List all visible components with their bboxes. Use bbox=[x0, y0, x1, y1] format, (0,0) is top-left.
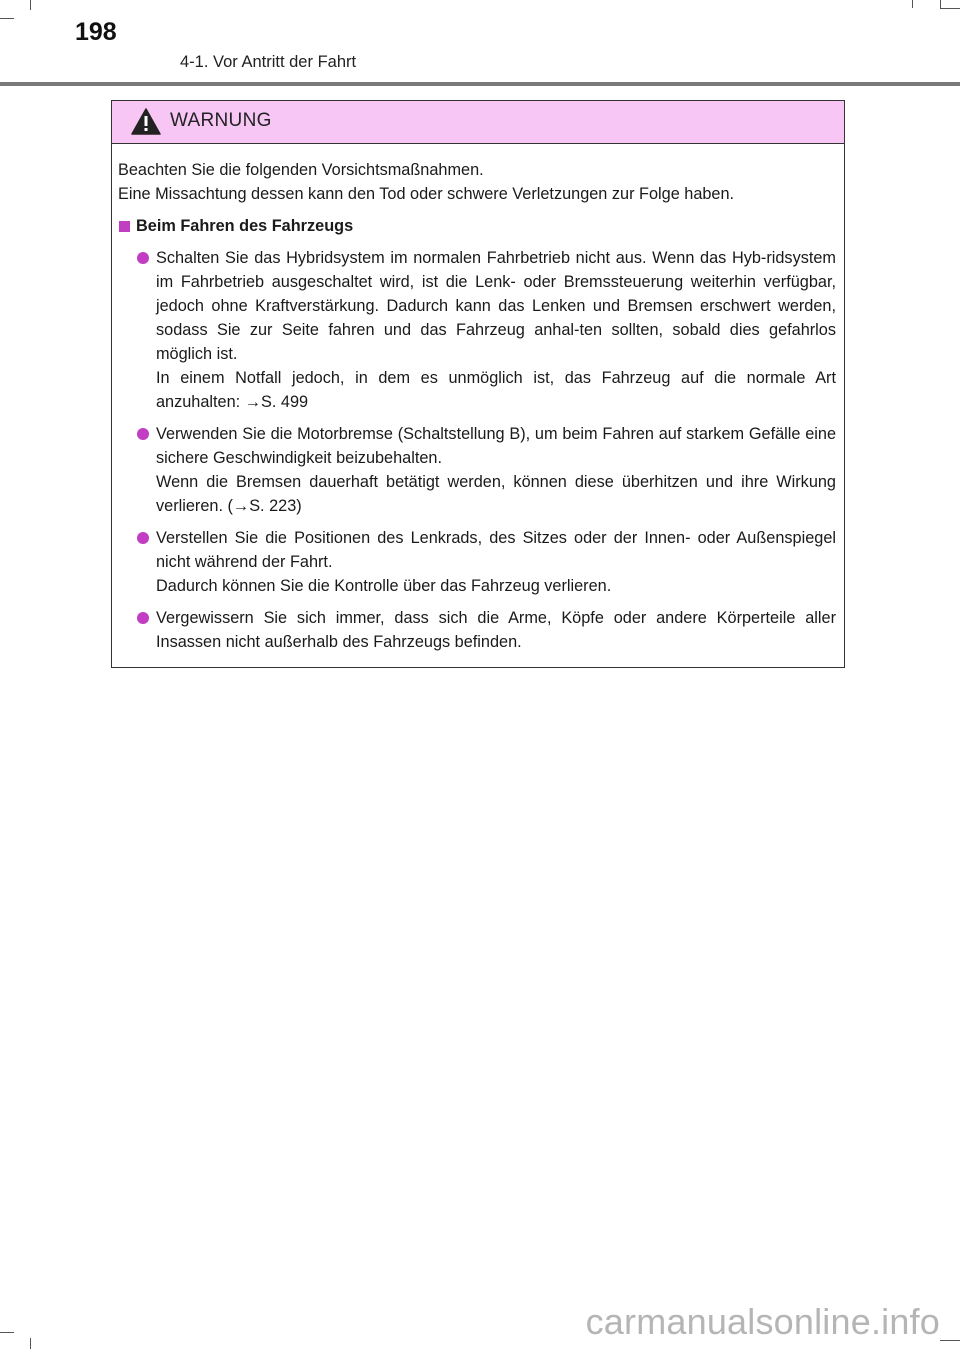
warning-header bbox=[112, 101, 844, 144]
warning-box bbox=[111, 100, 845, 668]
warning-body bbox=[112, 144, 844, 654]
crop-mark bbox=[30, 0, 31, 10]
crop-mark bbox=[940, 0, 941, 9]
crop-mark bbox=[0, 18, 14, 19]
watermark: carmanualsonline.info bbox=[585, 1301, 940, 1342]
warning-triangle-icon bbox=[131, 108, 161, 135]
crop-mark bbox=[0, 1332, 14, 1333]
page-number: 198 bbox=[75, 18, 117, 46]
square-bullet-icon bbox=[119, 221, 130, 232]
item-text: Wenn die Bremsen dauerhaft betätigt werden, können diese überhitzen und ihre Wirkung verlieren. (→S. 223) bbox=[156, 473, 836, 515]
subheading-text: Beim Fahren des Fahrzeugs bbox=[136, 217, 354, 235]
crop-mark bbox=[940, 1340, 960, 1341]
warning-title: WARNUNG bbox=[170, 110, 272, 131]
crop-mark bbox=[940, 8, 960, 9]
crop-mark bbox=[912, 0, 913, 8]
warning-intro bbox=[118, 158, 836, 206]
round-bullet-icon bbox=[137, 428, 149, 440]
list-item bbox=[118, 526, 836, 598]
page-header bbox=[75, 18, 960, 80]
crop-mark bbox=[30, 1338, 31, 1349]
list-item bbox=[118, 606, 836, 654]
item-text: Verstellen Sie die Positionen des Lenkrads, des Sitzes oder der Innen- oder Außenspiegel nicht während der Fahrt. bbox=[156, 529, 836, 571]
item-text: Schalten Sie das Hybridsystem im normalen Fahrbetrieb nicht aus. Wenn das Hyb-ridsystem im Fahrbetrieb ausgeschaltet wird, ist die Lenk- oder Bremssteuerung weiterhin verfügbar, jedoch ohne Kraftverstärkung. Dadurch kann das Lenken und Bremsen erschwert werden, sodass Sie zur Seite fahren und das Fahrzeug anhal-ten sollten, sobald dies gefahrlos möglich ist. bbox=[156, 249, 836, 363]
header-rule bbox=[0, 82, 960, 86]
item-text: Dadurch können Sie die Kontrolle über das Fahrzeug verlieren. bbox=[156, 577, 612, 595]
intro-line: Eine Missachtung dessen kann den Tod oder schwere Verletzungen zur Folge haben. bbox=[118, 185, 735, 203]
item-text: Verwenden Sie die Motorbremse (Schaltstellung B), um beim Fahren auf starkem Gefälle eine sichere Geschwindigkeit beizubehalten. bbox=[156, 425, 836, 467]
round-bullet-icon bbox=[137, 612, 149, 624]
section-title: 4-1. Vor Antritt der Fahrt bbox=[180, 53, 357, 71]
item-text: Vergewissern Sie sich immer, dass sich die Arme, Köpfe oder andere Körperteile aller Insassen nicht außerhalb des Fahrzeugs befinden. bbox=[156, 609, 836, 651]
item-text: In einem Notfall jedoch, in dem es unmöglich ist, das Fahrzeug auf die normale Art anzuhalten: →S. 499 bbox=[156, 369, 836, 411]
intro-line: Beachten Sie die folgenden Vorsichtsmaßnahmen. bbox=[118, 161, 484, 179]
list-item bbox=[118, 246, 836, 414]
round-bullet-icon bbox=[137, 252, 149, 264]
warning-subheading bbox=[118, 214, 836, 238]
round-bullet-icon bbox=[137, 532, 149, 544]
list-item bbox=[118, 422, 836, 518]
